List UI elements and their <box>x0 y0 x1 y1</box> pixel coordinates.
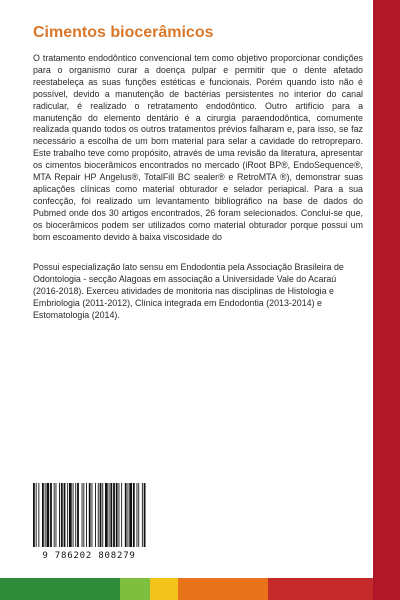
barcode-bar <box>100 483 102 547</box>
barcode-bar <box>61 483 63 547</box>
barcode-bar <box>133 483 135 547</box>
stripe-green-light <box>120 578 150 600</box>
barcode-bar <box>54 483 55 547</box>
barcode-bar <box>50 483 52 547</box>
barcode-bar <box>105 483 108 547</box>
barcode-bars <box>29 481 149 551</box>
barcode-bar <box>128 483 129 547</box>
book-abstract: O tratamento endodôntico convencional tem como objetivo proporcionar condições para o organismo curar a doença pulpar e permitir que o dente afetado reestabeleça as suas funções estéticas e funcionais. Porém quando isto não é possível, devido a manutenção de bactérias persistentes no interior do canal radicular, é realizado o retratamento endodôntico. Outro artifício para a manutenção do elemento dentário é a cirurgia paraendodôntica, comumente realizada quando todos os outros tratamentos prévios falharam e, para isso, se faz necessário a escolha de um bom material para selar a cavidade do retropreparo. Este trabalho teve como propósito, através de uma revisão da literatura, apresentar os cimentos biocerâmicos encontrados no mercado (iRoot BP®, EndoSequence®, MTA Repair HP Angelus®, TotalFill BC sealer® e RetroMTA ®), demonstrar suas aplicações clínicas como material obturador e selador periapical. Para a sua confecção, foi realizado um levantamento bibliográfico na base de dados do Pubmed onde dos 30 artigos encontrados, 26 foram selecionados. Conclui-se que, os biocerâmicos podem ser utilizados como material obturador porque possui um bom escoamento devido à baixa viscosidade do <box>33 53 363 242</box>
barcode-bar <box>137 483 138 547</box>
barcode-bar <box>42 483 44 547</box>
barcode-bar <box>92 483 93 547</box>
stripe-yellow <box>150 578 178 600</box>
barcode-digits: 9 786202 808279 <box>42 551 136 561</box>
stripe-green-dark <box>0 578 120 600</box>
barcode-bar <box>69 483 72 547</box>
color-stripe <box>0 578 373 600</box>
stripe-red <box>268 578 373 600</box>
author-bio: Possui especialização lato sensu em Endodontia pela Associação Brasileira de Odontologia - secção Alagoas em associação a Universidade Vale do Acaraú (2016-2018). Exerceu atividades de monitoria nas disciplinas de Histologia e Embriologia (2011-2012), Clínica integrada em Endodontia (2013-2014) e Estomatologia (2014). <box>33 262 344 320</box>
barcode-bar <box>113 483 115 547</box>
barcode <box>29 481 149 566</box>
barcode-bar <box>95 483 96 547</box>
barcode-bar <box>59 483 60 547</box>
barcode-bar <box>73 483 74 547</box>
barcode-bar <box>33 483 35 547</box>
stripe-orange <box>178 578 268 600</box>
barcode-bar <box>64 483 66 547</box>
barcode-bar <box>56 483 57 547</box>
barcode-bar <box>36 483 37 547</box>
barcode-bar <box>89 483 91 547</box>
barcode-bar <box>75 483 76 547</box>
barcode-bar <box>47 483 50 547</box>
barcode-bar <box>45 483 46 547</box>
barcode-bar <box>125 483 127 547</box>
barcode-bar <box>67 483 68 547</box>
barcode-bar <box>86 483 87 547</box>
barcode-bar <box>109 483 110 547</box>
barcode-bar <box>119 483 120 547</box>
barcode-bar <box>110 483 112 547</box>
barcode-bar <box>144 483 146 547</box>
barcode-bar <box>38 483 39 547</box>
barcode-bar <box>82 483 83 547</box>
barcode-bar <box>142 483 143 547</box>
barcode-bar <box>116 483 118 547</box>
book-spine <box>373 0 400 600</box>
barcode-bar <box>129 483 132 547</box>
barcode-bar <box>121 483 122 547</box>
barcode-bar <box>102 483 103 547</box>
barcode-bar <box>83 483 84 547</box>
barcode-bar <box>98 483 99 547</box>
barcode-bar <box>138 483 139 547</box>
book-title: Cimentos biocerâmicos <box>33 24 214 41</box>
barcode-bar <box>77 483 79 547</box>
